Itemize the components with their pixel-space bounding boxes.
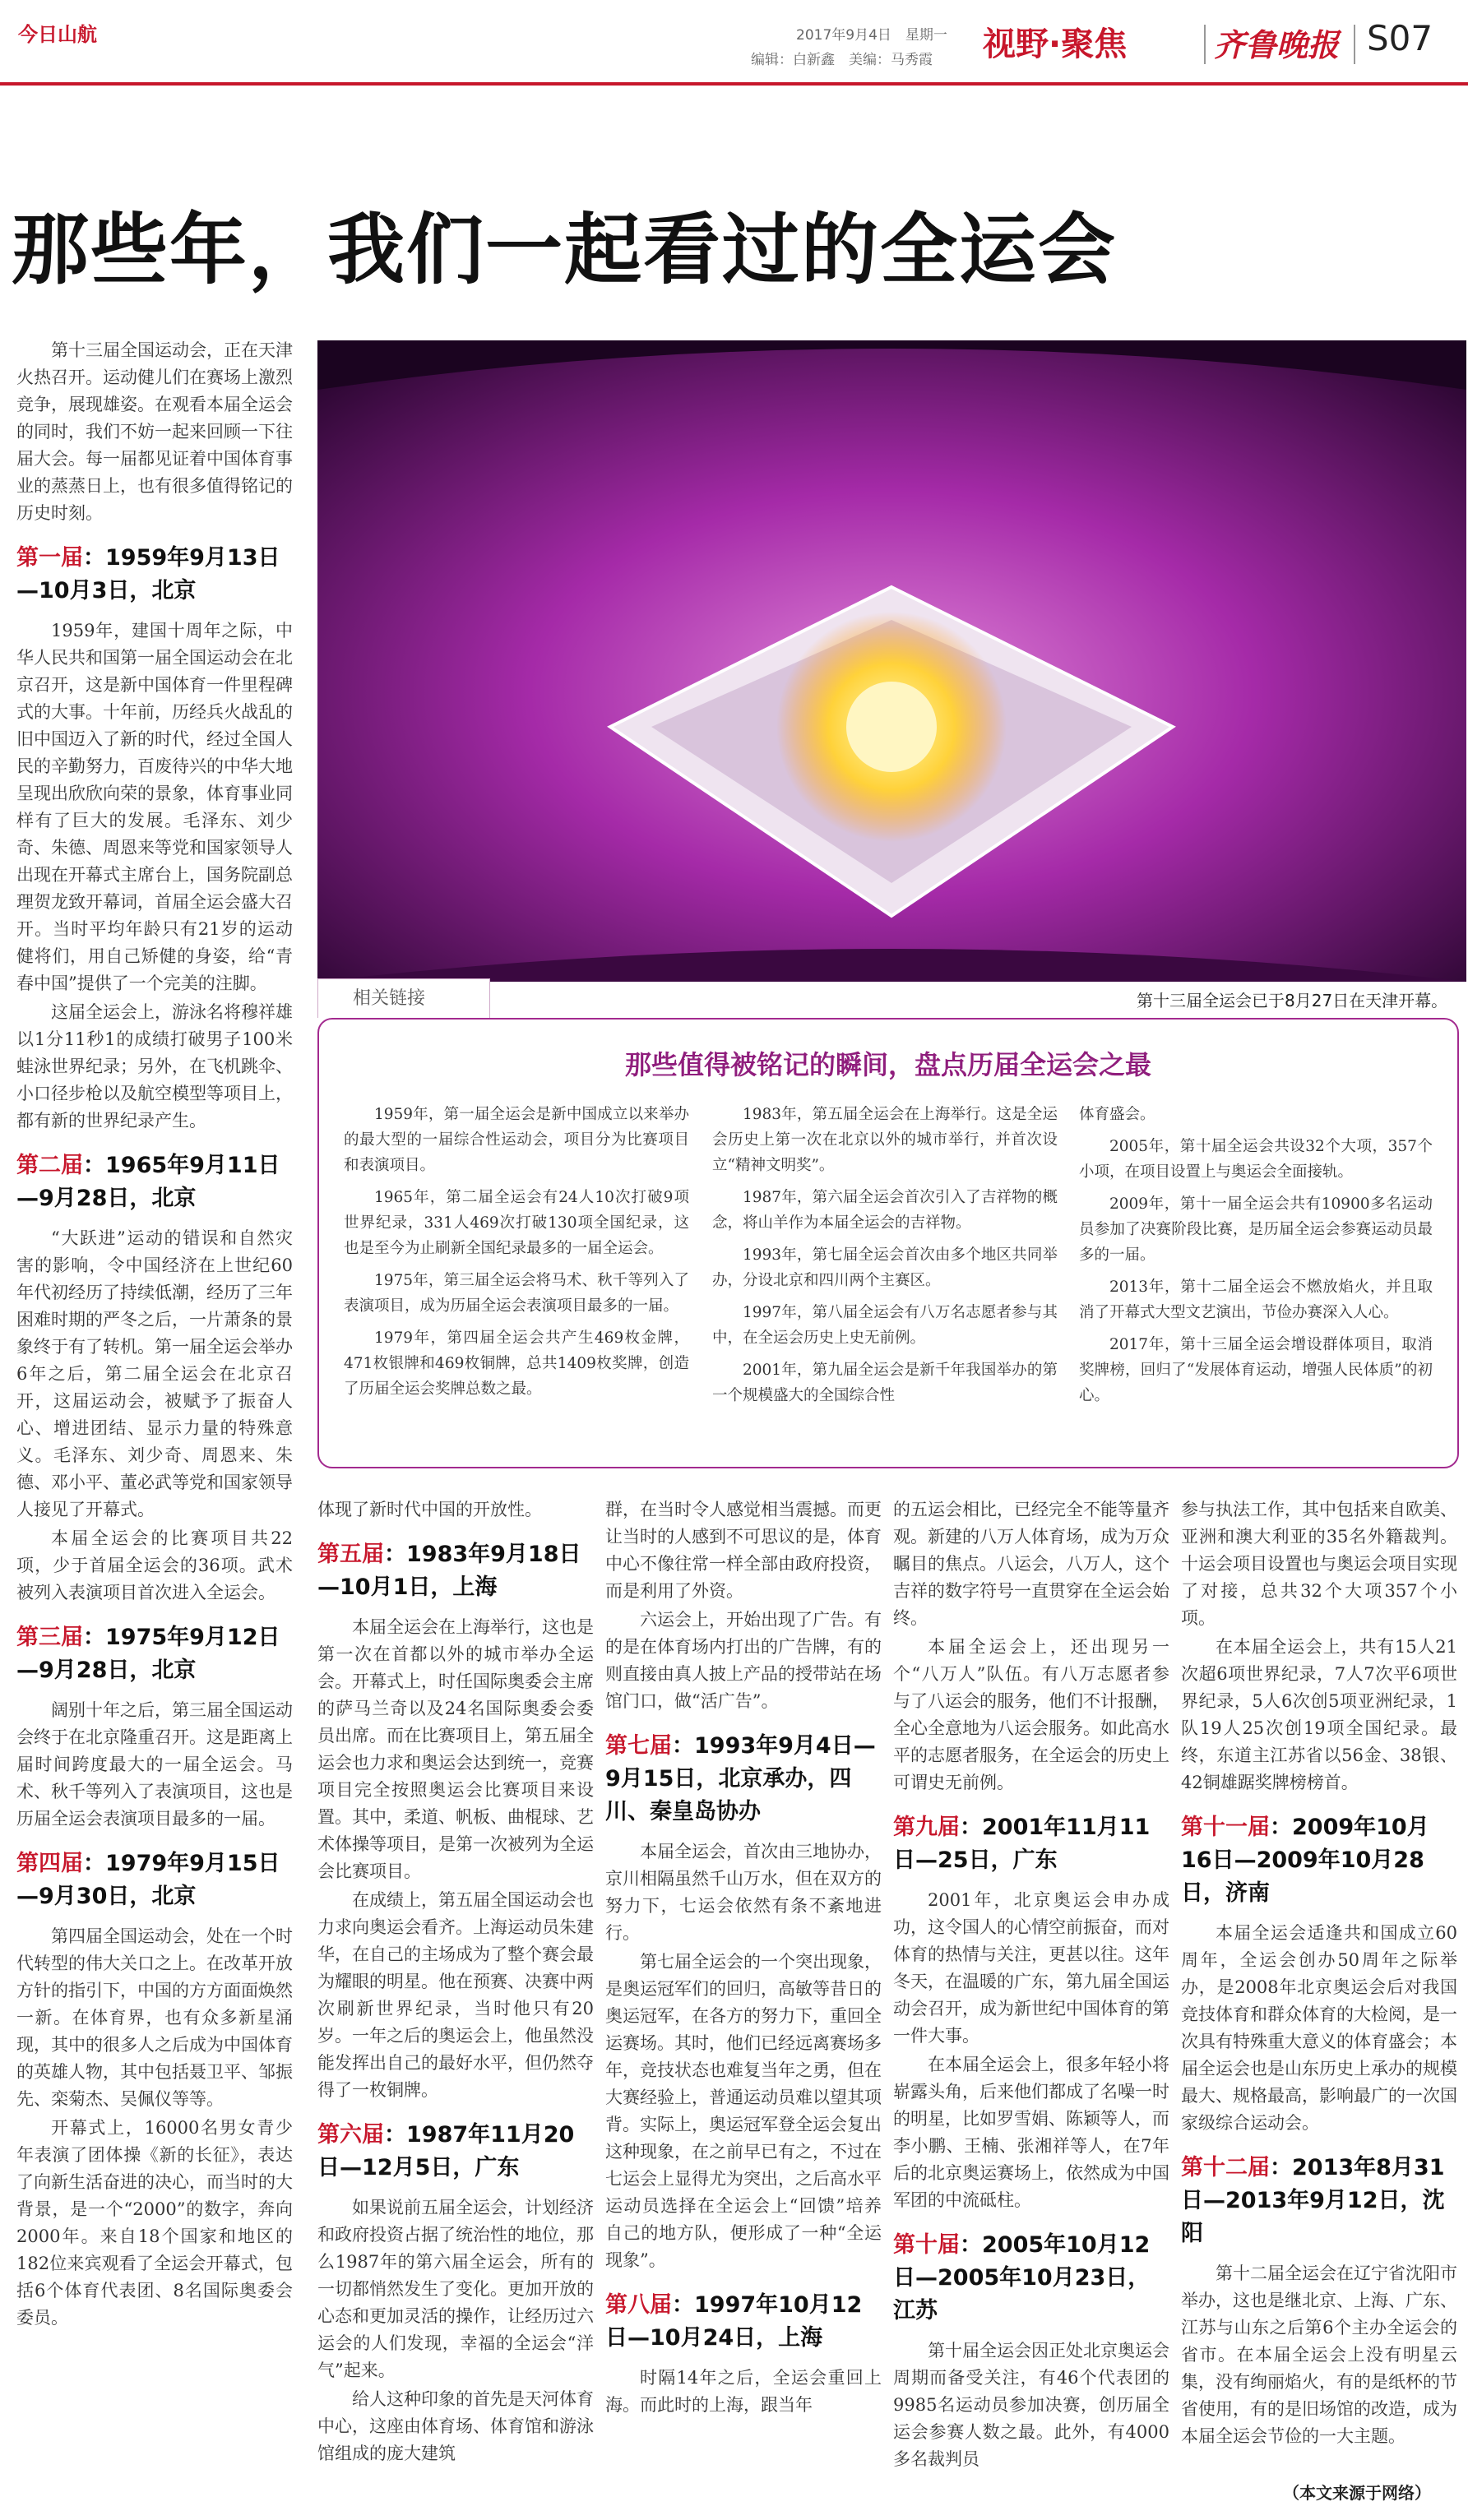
subhead-games-9 bbox=[893, 1811, 1169, 1877]
sidebar-item: 2005年，第十届全运会共设32个大项，357个小项，在项目设置上与奥运会全面接轨。 bbox=[1079, 1138, 1433, 1181]
sidebar-item: 2009年，第十一届全运会共有10900多名运动员参加了决赛阶段比赛，是历届全运会参赛运动员最多的一届。 bbox=[1079, 1195, 1433, 1264]
subhead-games-2 bbox=[16, 1149, 293, 1215]
body-paragraph: 体现了新时代中国的开放性。 bbox=[317, 1500, 542, 1519]
source-note: （本文来源于网络） bbox=[1283, 2483, 1431, 2503]
sidebar-item: 2001年，第九届全运会是新千年我国举办的第一个规模盛大的全国综合性 bbox=[712, 1362, 1058, 1404]
sidebar-item: 1979年，第四届全运会共产生469枚金牌，471枚银牌和469枚铜牌，总共1409枚奖牌，创造了历届全运会奖牌总数之最。 bbox=[344, 1329, 689, 1398]
subhead-label: 第四届 bbox=[16, 1851, 83, 1876]
sidebar-column-2 bbox=[712, 1102, 1058, 1415]
body-paragraph: 的五运会相比，已经完全不能等量齐观。新建的八万人体育场，成为万众瞩目的焦点。八运会，八万人，这个吉祥的数字符号一直贯穿在全运会始终。 bbox=[893, 1500, 1169, 1628]
subhead-dates: ：2001年11月11日—25日，广东 bbox=[893, 1815, 1151, 1873]
subhead-games-6 bbox=[317, 2119, 594, 2185]
subhead-dates: ：2013年8月31日—2013年9月12日，沈阳 bbox=[1181, 2155, 1445, 2246]
header-rule bbox=[0, 82, 1468, 86]
body-paragraph: 第四届全国运动会，处在一个时代转型的伟大关口之上。在改革开放方针的指引下，中国的方方面面焕然一新。在体育界，也有众多新星涌现，其中的很多人之后成为中国体育的英雄人物，其中包括聂卫平、邹振先、栾菊杰、吴佩仪等等。 bbox=[16, 1926, 293, 2109]
body-paragraph: “大跃进”运动的错误和自然灾害的影响，令中国经济在上世纪60年代初经历了持续低潮，经历了三年困难时期的严冬之后，一片萧条的景象终于有了转机。第一届全运会举办6年之后，第二届全运会在北京召开，这届运动会，被赋予了振奋人心、增进团结、显示力量的特殊意义。毛泽东、刘少奇、周恩来、朱德、邓小平、董必武等党和国家领导人接见了开幕式。 bbox=[16, 1228, 293, 1519]
sidebar-column-1 bbox=[344, 1102, 689, 1408]
sidebar-item: 1987年，第六届全运会首次引入了吉祥物的概念，将山羊作为本届全运会的吉祥物。 bbox=[712, 1189, 1058, 1232]
subhead-games-12 bbox=[1181, 2152, 1457, 2250]
sidebar-item: 1983年，第五届全运会在上海举行。这是全运会历史上第一次在北京以外的城市举行，并首次设立“精神文明奖”。 bbox=[712, 1106, 1058, 1174]
intro-paragraph: 第十三届全国运动会，正在天津火热召开。运动健儿们在赛场上激烈竞争，展现雄姿。在观看本届全运会的同时，我们不妨一起来回顾一下往届大会。每一届都见证着中国体育事业的蒸蒸日上，也有很多值得铭记的历史时刻。 bbox=[16, 340, 293, 523]
subhead-dates: ：1959年9月13日—10月3日，北京 bbox=[16, 545, 280, 603]
body-paragraph: 第七届全运会的一个突出现象，是奥运冠军们的回归，高敏等昔日的奥运冠军，在各方的努力下，重回全运赛场。其时，他们已经远离赛场多年，竞技状态也难复当年之勇，但在大赛经验上，普通运动员难以望其项背。实际上，奥运冠军登全运会复出这种现象，在之前早已有之，不过在七运会上显得尤为突出，之后高水平运动员选择在全运会上“回馈”培养自己的地方队，便形成了一种“全运现象”。 bbox=[605, 1952, 882, 2270]
body-paragraph: 在成绩上，第五届全国运动会也力求向奥运会看齐。上海运动员朱建华，在自己的主场成为了整个赛会最为耀眼的明星。他在预赛、决赛中两次刷新世界纪录，当时他只有20岁。一年之后的奥运会上，他虽然没能发挥出自己的最好水平，但仍然夺得了一枚铜牌。 bbox=[317, 1890, 594, 2100]
subhead-games-8 bbox=[605, 2289, 882, 2355]
subhead-label: 第七届 bbox=[605, 1733, 672, 1759]
sidebar-item: 1997年，第八届全运会有八万名志愿者参与其中，在全运会历史上史无前例。 bbox=[712, 1304, 1058, 1347]
subhead-label: 第三届 bbox=[16, 1625, 83, 1650]
subhead-label: 第二届 bbox=[16, 1153, 83, 1178]
header-divider-2 bbox=[1354, 25, 1355, 64]
article-column-3 bbox=[605, 1496, 882, 2499]
subhead-dates: ：1979年9月15日—9月30日，北京 bbox=[16, 1851, 280, 1909]
subhead-dates: ：1987年11月20日—12月5日，广东 bbox=[317, 2122, 575, 2180]
subhead-label: 第十一届 bbox=[1181, 1815, 1270, 1840]
sidebar-item: 1993年，第七届全运会首次由多个地区共同举办，分设北京和四川两个主赛区。 bbox=[712, 1246, 1058, 1289]
subhead-games-4 bbox=[16, 1847, 293, 1913]
subhead-games-1 bbox=[16, 542, 293, 608]
related-link-tag: 相关链接 bbox=[317, 978, 490, 1018]
subhead-dates: ：1993年9月4日—9月15日，北京承办，四川、秦皇岛协办 bbox=[605, 1733, 876, 1824]
header-editors: 编辑：白新鑫 美编：马秀霞 bbox=[751, 52, 933, 68]
subhead-games-11 bbox=[1181, 1811, 1457, 1910]
body-paragraph: 本届全运会的比赛项目共22项，少于首届全运会的36项。武术被列入表演项目首次进入全运会。 bbox=[16, 1528, 293, 1602]
header-section-name: 视野·聚焦 bbox=[983, 25, 1128, 63]
subhead-dates: ：2005年10月12日—2005年10月23日，江苏 bbox=[893, 2232, 1151, 2323]
sidebar-item: 1965年，第二届全运会有24人10次打破9项世界纪录，331人469次打破130项全国纪录，这也是至今为止刷新全国纪录最多的一届全运会。 bbox=[344, 1189, 689, 1257]
subhead-games-5 bbox=[317, 1538, 594, 1604]
article-column-2 bbox=[317, 1496, 594, 2499]
subhead-label: 第一届 bbox=[16, 545, 83, 571]
headline: 那些年，我们一起看过的全运会 bbox=[12, 206, 1118, 295]
body-paragraph: 参与执法工作，其中包括来自欧美、亚洲和澳大利亚的35名外籍裁判。十运会项目设置也与奥运会项目实现了对接，总共32个大项357个小项。 bbox=[1181, 1500, 1457, 1628]
article-column-1 bbox=[16, 337, 293, 2499]
body-paragraph: 群，在当时令人感觉相当震撼。而更让当时的人感到不可思议的是，体育中心不像往常一样全部由政府投资，而是利用了外资。 bbox=[605, 1500, 882, 1601]
subhead-label: 第十届 bbox=[893, 2232, 960, 2258]
header-paper-name: 齐鲁晚报 bbox=[1214, 26, 1340, 63]
body-paragraph: 2001年，北京奥运会申办成功，这令国人的心情空前振奋，而对体育的热情与关注，更甚以往。这年冬天，在温暖的广东，第九届全国运动会召开，成为新世纪中国体育的第一件大事。 bbox=[893, 1890, 1169, 2046]
sidebar-item: 2013年，第十二届全运会不燃放焰火，并且取消了开幕式大型文艺演出，节俭办赛深入人心。 bbox=[1079, 1278, 1433, 1321]
article-column-5 bbox=[1181, 1496, 1457, 2479]
body-paragraph: 在本届全运会上，共有15人21次超6项世界纪录，7人7次平6项世界纪录，5人6次创5项亚洲纪录，1队19人25次创19项全国纪录。最终，东道主江苏省以56金、38银、42铜雄踞奖牌榜榜首。 bbox=[1181, 1637, 1457, 1792]
header-section-left: 今日山航 bbox=[18, 23, 97, 46]
sidebar-item: 2017年，第十三届全运会增设群体项目，取消奖牌榜，回归了“发展体育运动，增强人民体质”的初心。 bbox=[1079, 1336, 1433, 1404]
body-paragraph: 本届全运会，首次由三地协办，京川相隔虽然千山万水，但在双方的努力下，七运会依然有条不紊地进行。 bbox=[605, 1842, 882, 1943]
body-paragraph: 本届全运会上，还出现另一个“八万人”队伍。有八万志愿者参与了八运会的服务，他们不计报酬，全心全意地为八运会服务。如此高水平的志愿者服务，在全运会的历史上可谓史无前例。 bbox=[893, 1637, 1169, 1792]
body-paragraph: 开幕式上，16000名男女青少年表演了团体操《新的长征》，表达了向新生活奋进的决心，而当时的大背景，是一个“2000”的数字，奔向2000年。来自18个国家和地区的182位来宾观看了全运会开幕式，包括6个体育代表团、8名国际奥委会委员。 bbox=[16, 2118, 293, 2328]
body-paragraph: 本届全运会适逢共和国成立60周年，全运会创办50周年之际举办，是2008年北京奥运会后对我国竞技体育和群众体育的大检阅，是一次具有特殊重大意义的体育盛会；本届全运会也是山东历史上承办的规模最大、规格最高，影响最广的一次国家级综合运动会。 bbox=[1181, 1923, 1457, 2133]
body-paragraph: 这届全运会上，游泳名将穆祥雄以1分11秒1的成绩打破男子100米蛙泳世界纪录；另外，在飞机跳伞、小口径步枪以及航空模型等项目上，都有新的世界纪录产生。 bbox=[16, 1002, 293, 1131]
stadium-photo bbox=[317, 340, 1466, 982]
stadium-illustration bbox=[317, 340, 1466, 982]
subhead-dates: ：1965年9月11日—9月28日，北京 bbox=[16, 1153, 280, 1211]
subhead-games-3 bbox=[16, 1621, 293, 1687]
subhead-label: 第八届 bbox=[605, 2292, 672, 2318]
body-paragraph: 本届全运会在上海举行，这也是第一次在首都以外的城市举办全运会。开幕式上，时任国际奥委会主席的萨马兰奇以及24名国际奥委会委员出席。而在比赛项目上，第五届全运会也力求和奥运会达到统一，竞赛项目完全按照奥运会比赛项目来设置。其中，柔道、帆板、曲棍球、艺术体操等项目，是第一次被列为全运会比赛项目。 bbox=[317, 1617, 594, 1881]
subhead-label: 第六届 bbox=[317, 2122, 384, 2148]
header-page-number: S07 bbox=[1367, 18, 1433, 58]
sidebar-item: 1959年，第一届全运会是新中国成立以来举办的最大型的一届综合性运动会，项目分为比赛项目和表演项目。 bbox=[344, 1106, 689, 1174]
sidebar-item: 体育盛会。 bbox=[1079, 1106, 1155, 1123]
body-paragraph: 给人这种印象的首先是天河体育中心，这座由体育场、体育馆和游泳馆组成的庞大建筑 bbox=[317, 2389, 594, 2463]
body-paragraph: 时隔14年之后，全运会重回上海。而此时的上海，跟当年 bbox=[605, 2368, 882, 2415]
subhead-label: 第五届 bbox=[317, 1542, 384, 1567]
subhead-dates: ：1997年10月12日—10月24日，上海 bbox=[605, 2292, 863, 2351]
article-column-4 bbox=[893, 1496, 1169, 2499]
body-paragraph: 阔别十年之后，第三届全国运动会终于在北京隆重召开。这是距离上届时间跨度最大的一届全运会。马术、秋千等列入了表演项目，这也是历届全运会表演项目最多的一届。 bbox=[16, 1700, 293, 1829]
header-date: 2017年9月4日 星期一 bbox=[796, 27, 947, 44]
sidebar-title: 那些值得被铭记的瞬间，盘点历届全运会之最 bbox=[624, 1049, 1151, 1080]
body-paragraph: 如果说前五届全运会，计划经济和政府投资占据了统治性的地位，那么1987年的第六届全运会，所有的一切都悄然发生了变化。更加开放的心态和更加灵活的操作，让经历过六运会的人们发现，幸福的全运会“洋气”起来。 bbox=[317, 2198, 594, 2380]
subhead-label: 第十二届 bbox=[1181, 2155, 1270, 2180]
body-paragraph: 在本届全运会上，很多年轻小将崭露头角，后来他们都成了名噪一时的明星，比如罗雪娟、陈颖等人，而李小鹏、王楠、张湘祥等人，在7年后的北京奥运赛场上，依然成为中国军团的中流砥柱。 bbox=[893, 2055, 1169, 2210]
sidebar-box bbox=[317, 1018, 1459, 1468]
subhead-dates: ：2009年10月16日—2009年10月28日，济南 bbox=[1181, 1815, 1429, 1906]
body-paragraph: 六运会上，开始出现了广告。有的是在体育场内打出的广告牌，有的则直接由真人披上产品的授带站在场馆门口，做“活广告”。 bbox=[605, 1610, 882, 1711]
sidebar-item: 1975年，第三届全运会将马术、秋千等列入了表演项目，成为历届全运会表演项目最多的一届。 bbox=[344, 1272, 689, 1315]
subhead-dates: ：1975年9月12日—9月28日，北京 bbox=[16, 1625, 280, 1683]
body-paragraph: 1959年，建国十周年之际，中华人民共和国第一届全国运动会在北京召开，这是新中国体育一件里程碑式的大事。十年前，历经兵火战乱的旧中国迈入了新的时代，经过全国人民的辛勤努力，百废待兴的中华大地呈现出欣欣向荣的景象，体育事业同样有了巨大的发展。毛泽东、刘少奇、朱德、周恩来等党和国家领导人出现在开幕式主席台上，国务院副总理贺龙致开幕词，首届全运会盛大召开。当时平均年龄只有21岁的运动健将们，用自己矫健的身姿，给“青春中国”提供了一个完美的注脚。 bbox=[16, 621, 293, 993]
subhead-label: 第九届 bbox=[893, 1815, 960, 1840]
header-divider-1 bbox=[1204, 25, 1206, 64]
photo-caption: 第十三届全运会已于8月27日在天津开幕。 bbox=[1137, 991, 1448, 1010]
subhead-dates: ：1983年9月18日—10月1日，上海 bbox=[317, 1542, 581, 1600]
sidebar-column-3 bbox=[1079, 1102, 1433, 1415]
subhead-games-7 bbox=[605, 1730, 882, 1829]
body-paragraph: 第十二届全运会在辽宁省沈阳市举办，这也是继北京、上海、广东、江苏与山东之后第6个主办全运会的省市。在本届全运会上没有明星云集，没有绚丽焰火，有的是纸杯的节省使用，有的是旧场馆的改造，成为本届全运会节俭的一大主题。 bbox=[1181, 2263, 1457, 2446]
subhead-games-10 bbox=[893, 2229, 1169, 2328]
body-paragraph: 第十届全运会因正处北京奥运会周期而备受关注，有46个代表团的9985名运动员参加决赛，创历届全运会参赛人数之最。此外，有4000多名裁判员 bbox=[893, 2341, 1169, 2469]
